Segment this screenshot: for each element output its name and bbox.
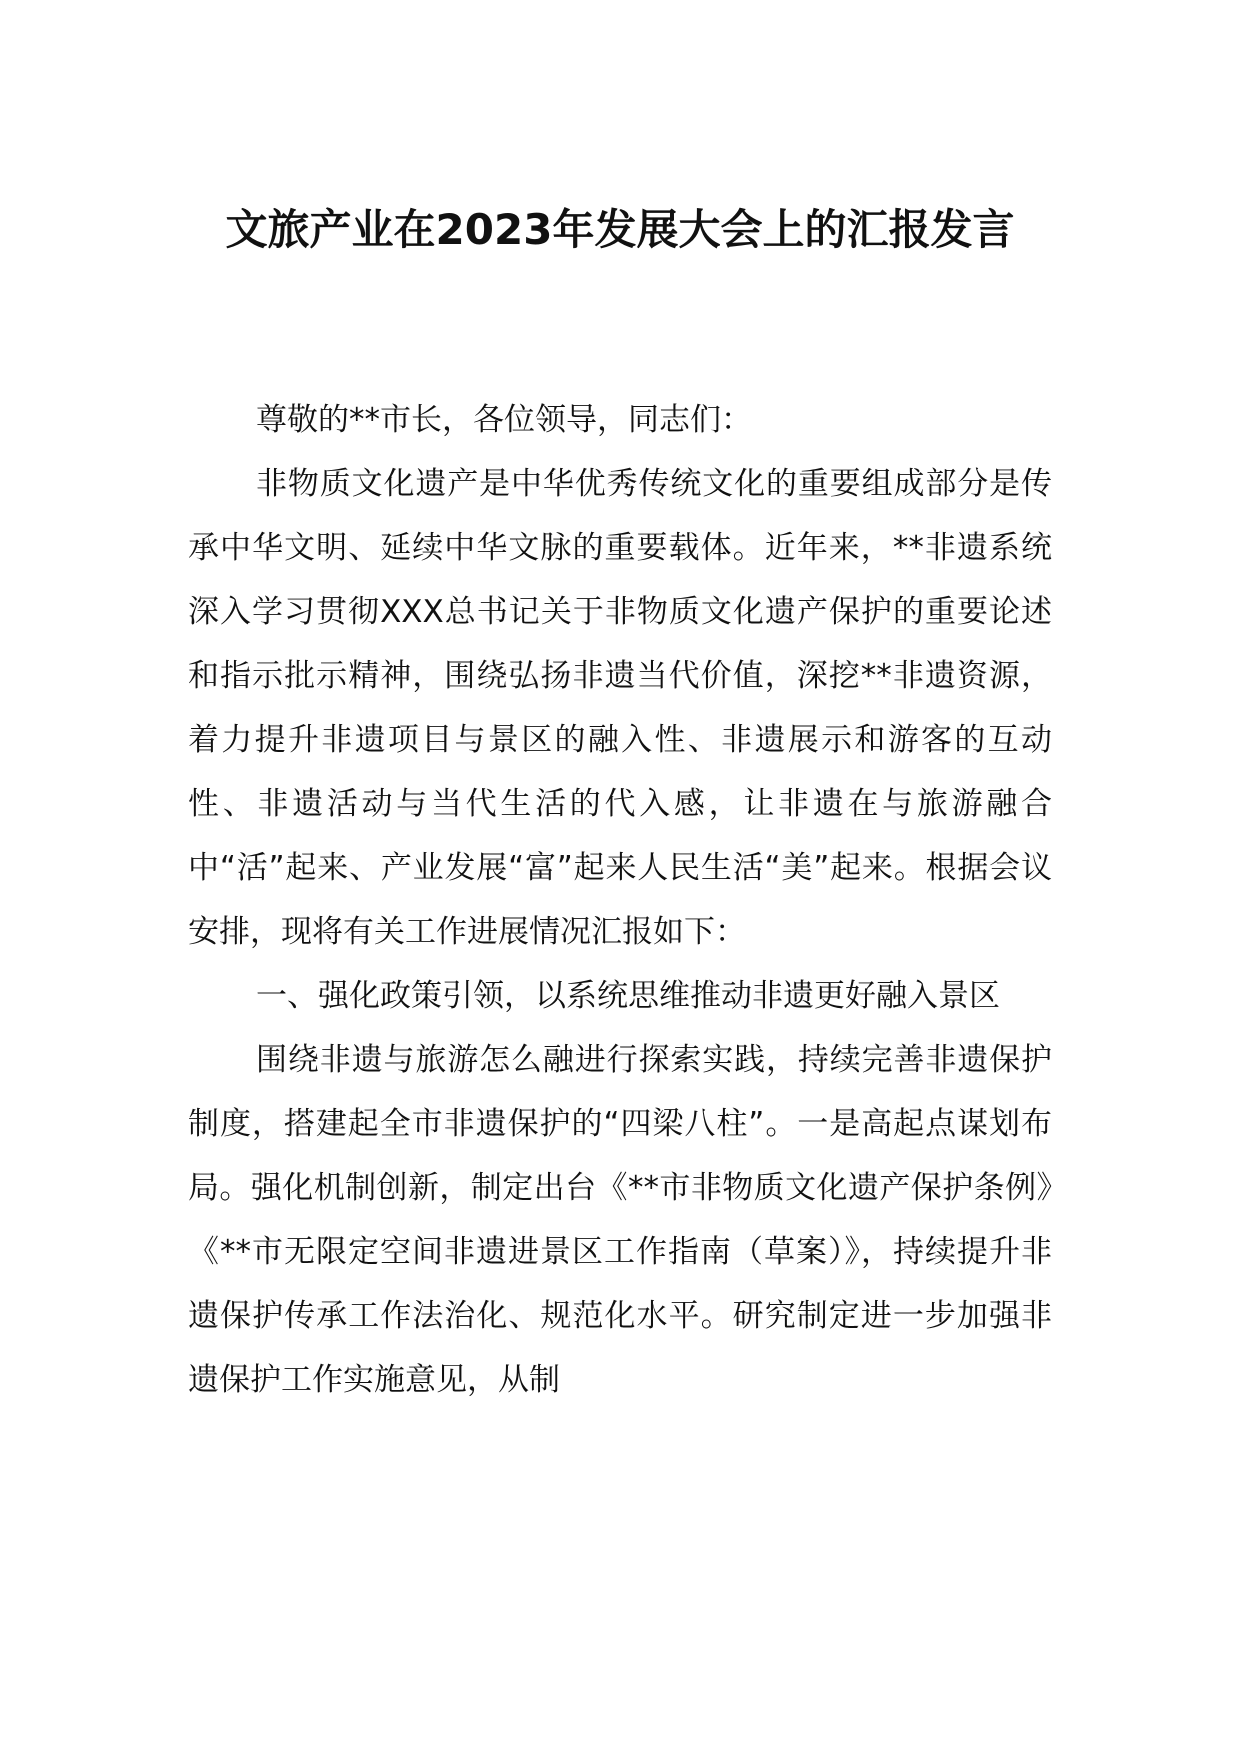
document-title: 文旅产业在2023年发展大会上的汇报发言	[225, 205, 1015, 254]
document-body	[188, 388, 1052, 1412]
intro-paragraph: 非物质文化遗产是中华优秀传统文化的重要组成部分是传承中华文明、延续中华文脉的重要载体。近年来，**非遗系统深入学习贯彻XXX总书记关于非物质文化遗产保护的重要论述和指示批示精神，围绕弘扬非遗当代价值，深挖**非遗资源，着力提升非遗项目与景区的融入性、非遗展示和游客的互动性、非遗活动与当代生活的代入感，让非遗在与旅游融合中“活”起来、产业发展“富”起来人民生活“美”起来。根据会议安排，现将有关工作进展情况汇报如下：	[188, 466, 1052, 950]
section-1-paragraph: 围绕非遗与旅游怎么融进行探索实践，持续完善非遗保护制度，搭建起全市非遗保护的“四梁八柱”。一是高起点谋划布局。强化机制创新，制定出台《**市非物质文化遗产保护条例》《**市无限定空间非遗进景区工作指南（草案）》，持续提升非遗保护传承工作法治化、规范化水平。研究制定进一步加强非遗保护工作实施意见，从制	[188, 1042, 1052, 1398]
salutation-paragraph: 尊敬的**市长，各位领导，同志们：	[256, 402, 752, 438]
section-heading-1: 一、强化政策引领，以系统思维推动非遗更好融入景区	[256, 978, 1000, 1014]
